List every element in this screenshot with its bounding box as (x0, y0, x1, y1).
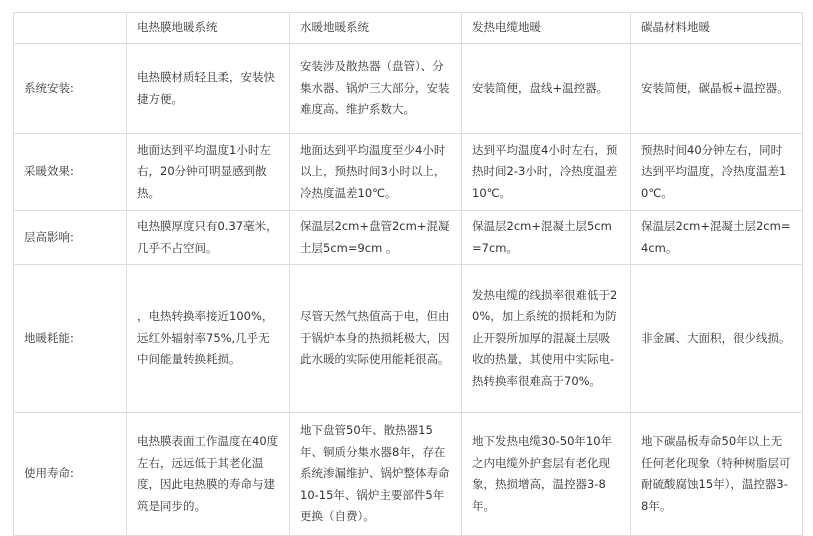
table-cell: 地面达到平均温度1小时左右，20分钟可明显感到散热。 (127, 134, 290, 211)
row-label: 地暖耗能: (14, 265, 127, 413)
row-label: 层高影响: (14, 211, 127, 265)
table-row (14, 134, 803, 211)
table-cell: 地下盘管50年、散热器15年、铜质分集水器8年，存在系统渗漏维护、锅炉整体寿命10-15年、锅炉主要部件5年更换（自费）。 (290, 413, 462, 536)
table-cell: ，电热转换率接近100%，远红外辐射率75%,几乎无中间能量转换耗损。 (127, 265, 290, 413)
table-cell: 安装涉及散热器（盘管）、分集水器、锅炉三大部分，安装难度高、维护系数大。 (290, 44, 462, 134)
header-cell-carbon-crystal: 碳晶材料地暖 (631, 13, 803, 44)
table-cell: 达到平均温度4小时左右，预热时间2-3小时，冷热度温差10℃。 (462, 134, 631, 211)
comparison-table (13, 12, 803, 536)
header-row (14, 13, 803, 44)
table-cell: 预热时间40分钟左右，同时达到平均温度，冷热度温差10℃。 (631, 134, 803, 211)
header-cell-water-heating: 水暖地暖系统 (290, 13, 462, 44)
table-row (14, 413, 803, 536)
table-cell: 地下发热电缆30-50年10年之内电缆外护套层有老化现象，热损增高，温控器3-8年。 (462, 413, 631, 536)
table-row (14, 265, 803, 413)
row-label: 系统安装: (14, 44, 127, 134)
header-cell-empty (14, 13, 127, 44)
table-row (14, 44, 803, 134)
table-cell: 电热膜表面工作温度在40度左右，远远低于其老化温度，因此电热膜的寿命与建筑是同步的。 (127, 413, 290, 536)
table-cell: 电热膜厚度只有0.37毫米，几乎不占空间。 (127, 211, 290, 265)
table-cell: 安装简便，碳晶板+温控器。 (631, 44, 803, 134)
header-cell-electric-film: 电热膜地暖系统 (127, 13, 290, 44)
table-cell: 安装简便，盘线+温控器。 (462, 44, 631, 134)
table-cell: 发热电缆的线损率很难低于20%，加上系统的损耗和为防止开裂所加厚的混凝土层吸收的热量，其使用中实际电-热转换率很难高于70%。 (462, 265, 631, 413)
row-label: 使用寿命: (14, 413, 127, 536)
table-cell: 保温层2cm+混凝土层2cm=4cm。 (631, 211, 803, 265)
table-row (14, 211, 803, 265)
table-cell: 保温层2cm+混凝土层5cm=7cm。 (462, 211, 631, 265)
row-label: 采暖效果: (14, 134, 127, 211)
table-cell: 保温层2cm+盘管2cm+混凝土层5cm=9cm 。 (290, 211, 462, 265)
header-cell-heating-cable: 发热电缆地暖 (462, 13, 631, 44)
table-cell: 非金属、大面积，很少线损。 (631, 265, 803, 413)
table-cell: 地面达到平均温度至少4小时以上，预热时间3小时以上，冷热度温差10℃。 (290, 134, 462, 211)
table-cell: 电热膜材质轻且柔，安装快捷方便。 (127, 44, 290, 134)
table-cell: 尽管天然气热值高于电，但由于锅炉本身的热损耗极大，因此水暖的实际使用能耗很高。 (290, 265, 462, 413)
table-cell: 地下碳晶板寿命50年以上无任何老化现象（特种树脂层可耐硫酸腐蚀15年），温控器3-8年。 (631, 413, 803, 536)
